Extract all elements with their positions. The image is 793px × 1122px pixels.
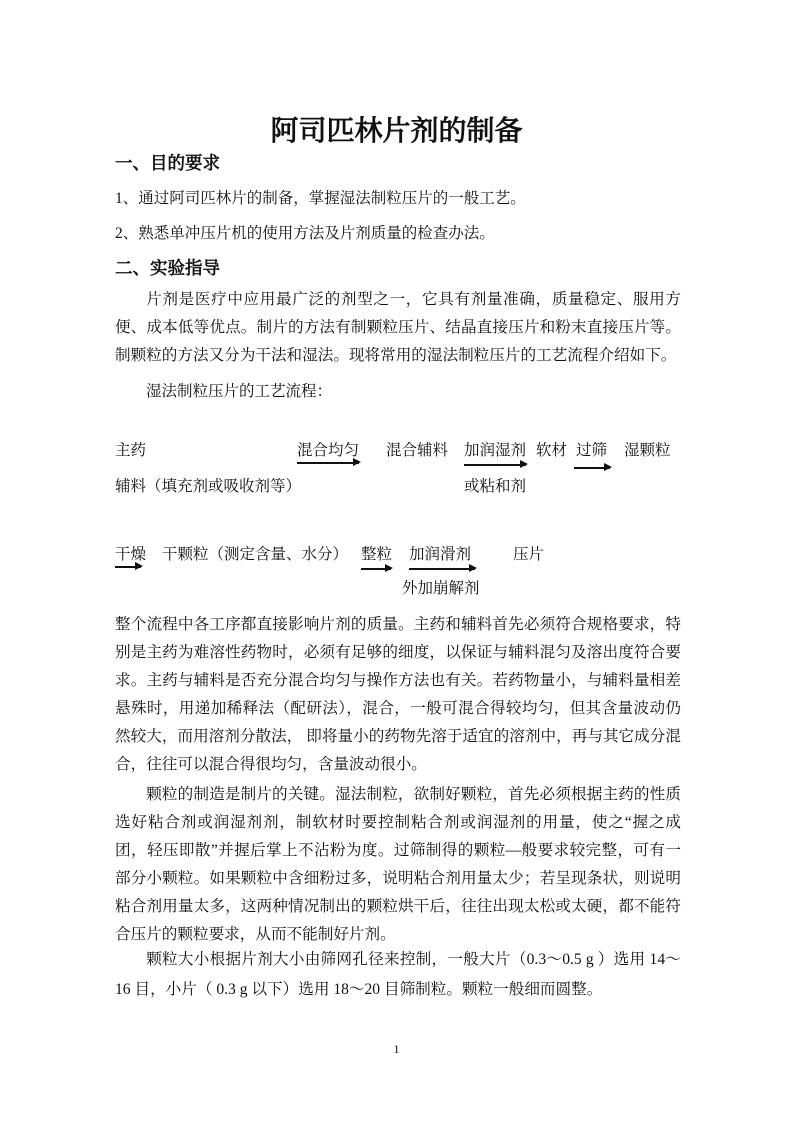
flow-mix: 混合均匀	[297, 442, 360, 459]
flow-dry: 干燥	[115, 546, 147, 563]
flow-excipient: 辅料（填充剂或吸收剂等）	[115, 478, 302, 495]
flow-dry-granules: 干颗粒（测定含量、水分）	[162, 546, 349, 563]
paragraph: 颗粒的制造是制片的关键。湿法制粒，欲制好颗粒，首先必须根据主药的性质选好粘合剂或润湿剂剂，制软材时要控制粘合剂或润湿剂的用量，使之“握之成团，轻压即散”并握后掌上不沾粉为度。过筛制得的颗粒—般要求较完整，可有一部分小颗粒。如果颗粒中含细粉过多，说明粘合剂用量太少；若呈现条状，则说明粘合剂用量太多，这两种情况制出的颗粒烘干后，往往出现太松或太硬，都不能符合压片的颗粒要求，从而不能制好片剂。	[115, 786, 681, 943]
arrow-icon	[361, 568, 391, 570]
flow-wetting: 加润湿剂	[464, 442, 527, 459]
objective-item: 2、熟悉单冲压片机的使用方法及片剂质量的检查办法。	[115, 225, 495, 242]
arrow-icon	[464, 464, 526, 466]
arrow-icon	[574, 467, 610, 469]
flow-main-drug: 主药	[115, 442, 147, 459]
flow-intro: 湿法制粒压片的工艺流程：	[146, 383, 333, 400]
flow-wet-granules: 湿颗粒	[624, 442, 671, 459]
paragraph: 颗粒大小根据片剂大小由筛网孔径来控制，一般大片（0.3～0.5 g ）选用 14～16 目，小片（ 0.3 g 以下）选用 18～20 目筛制粒。颗粒一般细而圆整。	[115, 951, 681, 998]
flow-binder: 或粘和剂	[464, 478, 527, 495]
page-number: 1	[393, 1042, 400, 1056]
flow-mixed-excipient: 混合辅料	[386, 442, 449, 459]
flow-compress: 压片	[513, 546, 545, 563]
page-title: 阿司匹林片剂的制备	[270, 116, 523, 147]
section-heading-guidance: 二、实验指导	[115, 258, 220, 278]
flow-sieve: 过筛	[576, 442, 608, 459]
objective-item: 1、通过阿司匹林片的制备，掌握湿法制粒压片的一般工艺。	[115, 190, 526, 207]
arrow-icon	[115, 566, 141, 568]
arrow-icon	[409, 568, 475, 570]
paragraph: 整个流程中各工序都直接影响片剂的质量。主药和辅料首先必须符合规格要求，特别是主药为难溶性药物时，必须有足够的细度，以保证与辅料混匀及溶出度符合要求。主药与辅料是否充分混合均匀与操作方法也有关。若药物量小，与辅料量相差悬殊时，用递加稀释法（配研法），混合，一般可混合得较均匀，但其含量波动仍然较大，而用溶剂分散法， 即将量小的药物先溶于适宜的溶剂中，再与其它成分混合，往往可以混合得很均匀，含量波动很小。	[115, 616, 681, 773]
paragraph: 片剂是医疗中应用最广泛的剂型之一，它具有剂量准确，质量稳定、服用方便、成本低等优点。制片的方法有制颗粒压片、结晶直接压片和粉末直接压片等。制颗粒的方法又分为干法和湿法。现将常用的湿法制粒压片的工艺流程介绍如下。	[115, 291, 681, 364]
arrow-icon	[297, 462, 359, 464]
flow-lubricant: 加润滑剂	[409, 546, 472, 563]
flow-sizing: 整粒	[361, 546, 393, 563]
flow-soft-mass: 软材	[536, 442, 568, 459]
flow-disintegrant: 外加崩解剂	[402, 580, 480, 597]
section-heading-objectives: 一、目的要求	[115, 153, 220, 173]
